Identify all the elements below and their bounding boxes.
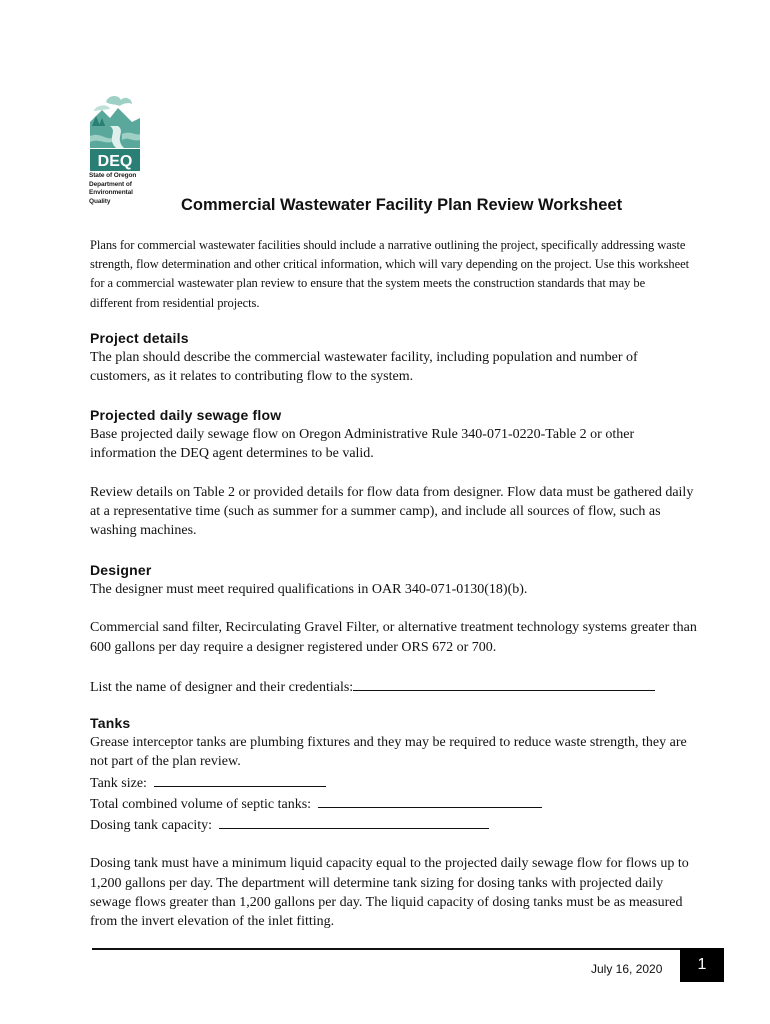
designer-credentials-label: List the name of designer and their credentials: [90,679,354,695]
deq-logo-graphic [88,92,144,172]
septic-volume-field[interactable] [318,793,542,808]
designer-heading: Designer [90,562,152,578]
dosing-capacity-field[interactable] [219,814,489,829]
agency-line-department: Department of [89,180,132,188]
deq-logo-text: DEQ [97,153,133,170]
designer-text-1: The designer must meet required qualifications in OAR 340-071-0130(18)(b). [90,582,528,597]
tanks-text-1: Grease interceptor tanks are plumbing fixtures and they may be required to reduce waste strength, they are not part of the plan review. [90,735,687,770]
tank-size-label: Tank size: [90,775,147,791]
page-number-box [680,948,724,982]
document-title: Commercial Wastewater Facility Plan Review Worksheet [181,196,623,214]
septic-volume-label: Total combined volume of septic tanks: [90,796,312,812]
agency-name [89,172,136,206]
agency-line-environmental: Environmental [89,189,133,196]
section-project-details [90,329,700,387]
septic-volume-row [90,793,700,814]
page-number: 1 [697,956,707,973]
intro-paragraph: Plans for commercial wastewater facilities should include a narrative outlining the project, specifically addressing waste strength, flow determination and other critical information, which will vary depending on the project. Use this worksheet for a commercial wastewater plan review to ensure that the system meets the construction standards that may be different from residential projects. [90,238,689,310]
agency-line-state: State of Oregon [89,172,137,179]
dosing-capacity-label: Dosing tank capacity: [90,818,213,834]
section-designer [90,561,700,697]
footer-rule [92,948,680,950]
tanks-text-2: Dosing tank must have a minimum liquid capacity equal to the projected daily sewage flow for flows up to 1,200 gallons per day. The department will determine tank sizing for dosing tanks with projected daily sewage flows greater than 1,200 gallons per day. The liquid capacity of dosing tanks must be as measured from the invert elevation of the inlet fitting. [90,856,689,930]
tank-size-row [90,772,700,793]
projected-flow-text-2: Review details on Table 2 or provided details for flow data from designer. Flow data must be gathered daily at a representative time (such as summer for a summer camp), and include all sources of flow, such as washing machines. [90,484,694,539]
footer-date: July 16, 2020 [591,962,663,976]
designer-text-2: Commercial sand filter, Recirculating Gravel Filter, or alternative treatment technology systems greater than 600 gallons per day require a designer registered under ORS 672 or 700. [90,620,697,655]
dosing-capacity-row [90,814,700,835]
section-tanks [90,714,700,932]
designer-credentials-row [90,676,700,697]
tank-size-field[interactable] [154,772,326,787]
project-details-text: The plan should describe the commercial wastewater facility, including population and number of customers, as it relates to contributing flow to the system. [90,350,638,385]
section-projected-flow [90,406,700,540]
designer-credentials-field[interactable] [353,676,655,691]
tanks-heading: Tanks [90,715,131,731]
projected-flow-heading: Projected daily sewage flow [90,407,282,423]
agency-line-quality: Quality [89,197,111,205]
projected-flow-text-1: Base projected daily sewage flow on Oregon Administrative Rule 340-071-0220-Table 2 or other information the DEQ agent determines to be valid. [90,427,635,462]
project-details-heading: Project details [90,330,189,346]
